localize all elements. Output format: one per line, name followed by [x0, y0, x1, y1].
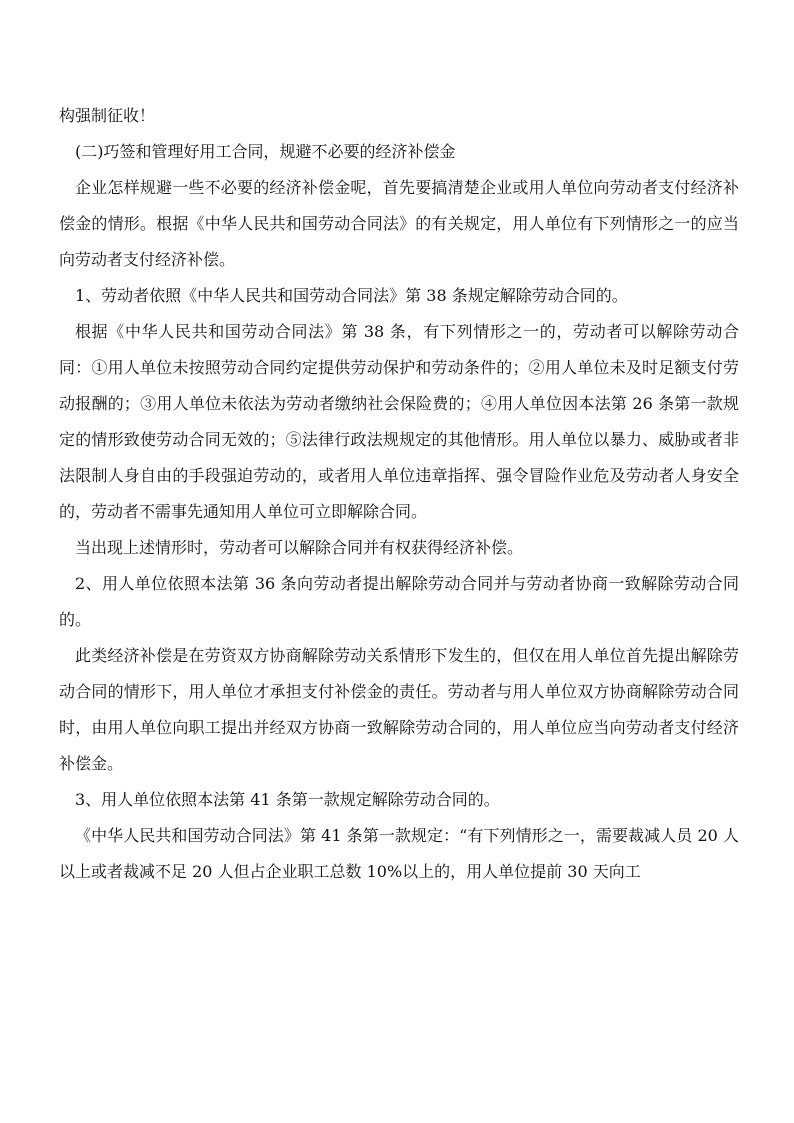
clause-heading-2: 2、用人单位依照本法第 36 条向劳动者提出解除劳动合同并与劳动者协商一致解除劳动合同的。: [59, 574, 739, 629]
paragraph-10: 《中华人民共和国劳动合同法》第 41 条第一款规定：“有下列情形之一，需要裁减人员 20 人以上或者裁减不足 20 人但占企业职工总数 10%以上的，用人单位提前 30 天向工: [59, 826, 739, 881]
paragraph-5: 根据《中华人民共和国劳动合同法》第 38 条，有下列情形之一的，劳动者可以解除劳动合同：①用人单位未按照劳动合同约定提供劳动保护和劳动条件的；②用人单位未及时足额支付劳动报酬的；③用人单位未依法为劳动者缴纳社会保险费的；④用人单位因本法第 26 条第一款规定的情形致使劳动合同无效的；⑤法律行政法规规定的其他情形。用人单位以暴力、威胁或者非法限制人身自由的手段强迫劳动的，或者用人单位违章指挥、强令冒险作业危及劳动者人身安全的，劳动者不需事先通知用人单位可立即解除合同。: [59, 322, 739, 521]
paragraph-6: 当出现上述情形时，劳动者可以解除合同并有权获得经济补偿。: [75, 538, 524, 557]
clause-heading-1: 1、劳动者依照《中华人民共和国劳动合同法》第 38 条规定解除劳动合同的。: [75, 286, 628, 305]
paragraph-1: 构强制征收！: [59, 106, 156, 125]
paragraph-8: 此类经济补偿是在劳资双方协商解除劳动关系情形下发生的，但仅在用人单位首先提出解除劳动合同的情形下，用人单位才承担支付补偿金的责任。劳动者与用人单位双方协商解除劳动合同时，由用人单位向职工提出并经双方协商一致解除劳动合同的，用人单位应当向劳动者支付经济补偿金。: [59, 646, 739, 773]
section-heading-2: (二)巧签和管理好用工合同，规避不必要的经济补偿金: [75, 142, 456, 161]
paragraph-3: 企业怎样规避一些不必要的经济补偿金呢，首先要搞清楚企业或用人单位向劳动者支付经济补偿金的情形。根据《中华人民共和国劳动合同法》的有关规定，用人单位有下列情形之一的应当向劳动者支付经济补偿。: [59, 178, 739, 269]
clause-heading-3: 3、用人单位依照本法第 41 条第一款规定解除劳动合同的。: [75, 790, 500, 809]
document-body: [59, 98, 739, 890]
